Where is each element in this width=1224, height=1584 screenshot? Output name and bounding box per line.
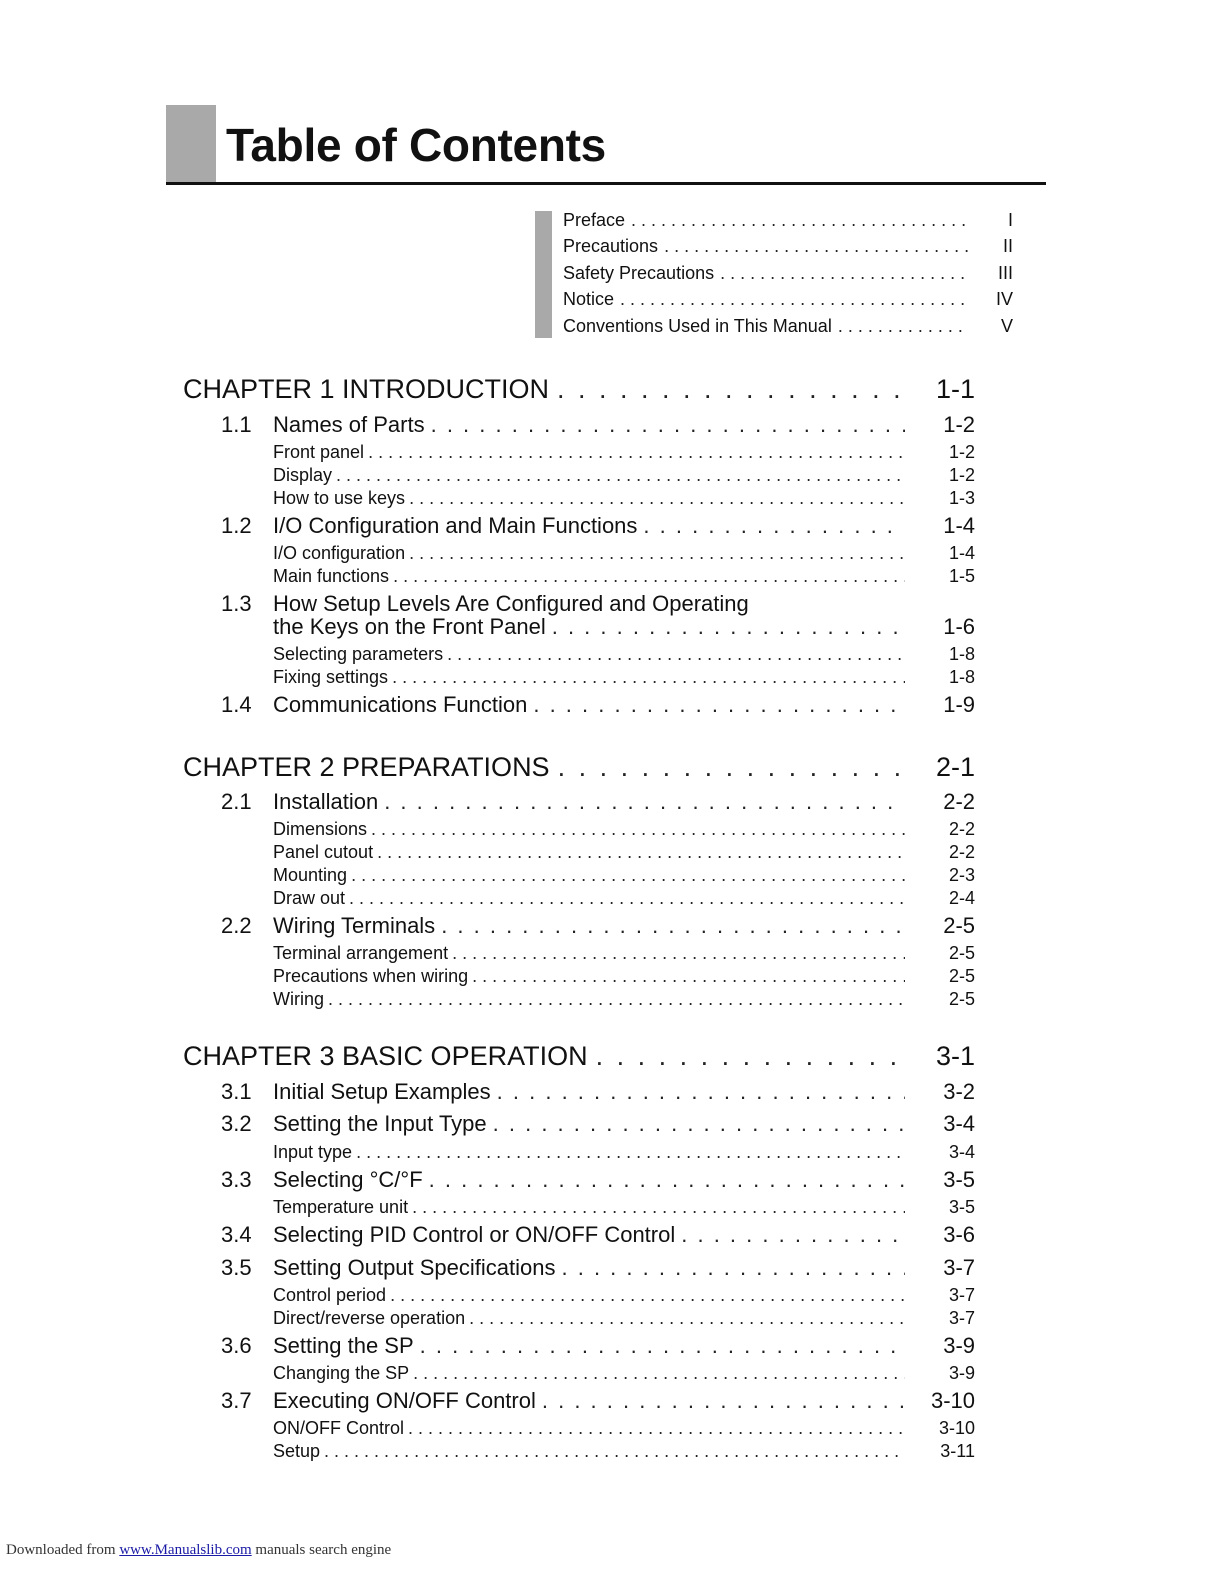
- subsection-entry[interactable]: [273, 465, 975, 486]
- title-accent-block: [166, 105, 216, 184]
- subsection-page: 3-4: [948, 1142, 975, 1162]
- footer-prefix: Downloaded from: [6, 1542, 116, 1558]
- chapter-label: CHAPTER 2 PREPARATIONS: [183, 752, 550, 782]
- entry-page: V: [1000, 315, 1013, 336]
- section-label-line1: How Setup Levels Are Configured and Operating: [273, 591, 749, 616]
- section-number: 3.2: [221, 1111, 252, 1136]
- subsection-label: I/O configuration: [273, 543, 406, 563]
- chapter-label: CHAPTER 3 BASIC OPERATION: [183, 1041, 588, 1071]
- section-label: Wiring Terminals: [273, 913, 436, 938]
- section-1-4[interactable]: [221, 692, 975, 718]
- entry-page: II: [1002, 236, 1013, 257]
- section-1-3[interactable]: [221, 614, 975, 640]
- section-label: Names of Parts: [273, 412, 425, 437]
- subsection-page: 2-5: [948, 989, 975, 1009]
- subsection-label: Draw out: [273, 888, 346, 908]
- subsection-entry[interactable]: [273, 888, 975, 909]
- subsection-page: 1-4: [948, 543, 975, 563]
- subsection-label: Mounting: [273, 865, 348, 885]
- subsection-label: Setup: [273, 1441, 321, 1461]
- footer-suffix: manuals search engine: [255, 1542, 392, 1558]
- chapter-label: CHAPTER 1 INTRODUCTION: [183, 374, 550, 404]
- subsection-page: 1-8: [948, 644, 975, 664]
- section-page: 3-7: [943, 1255, 975, 1280]
- section-page: 2-2: [943, 789, 975, 814]
- section-label: Selecting °C/°F: [273, 1167, 423, 1192]
- section-3-7[interactable]: [221, 1388, 975, 1414]
- entry-label: Preface: [563, 210, 626, 230]
- subsection-entry[interactable]: [273, 819, 975, 840]
- section-page: 3-9: [943, 1333, 975, 1358]
- subsection-page: 3-5: [948, 1197, 975, 1217]
- subsection-label: Changing the SP: [273, 1363, 410, 1383]
- chapter-page: 2-1: [935, 752, 975, 782]
- page-title: Table of Contents: [226, 119, 606, 171]
- subsection-page: 1-8: [948, 667, 975, 687]
- section-3-2[interactable]: [221, 1111, 975, 1137]
- subsection-entry[interactable]: [273, 1418, 975, 1439]
- subsection-label: Front panel: [273, 442, 365, 462]
- section-label: Communications Function: [273, 692, 528, 717]
- section-label: Setting the Input Type: [273, 1111, 487, 1136]
- section-label: Setting the SP: [273, 1333, 414, 1358]
- section-page: 3-5: [943, 1167, 975, 1192]
- section-label: the Keys on the Front Panel: [273, 614, 546, 639]
- subsection-entry[interactable]: [273, 989, 975, 1010]
- subsection-page: 2-5: [948, 943, 975, 963]
- section-label: Setting Output Specifications: [273, 1255, 556, 1280]
- subsection-entry[interactable]: [273, 543, 975, 564]
- chapter-page: 3-1: [935, 1041, 975, 1071]
- front-matter-entry[interactable]: [563, 316, 1013, 342]
- section-3-5[interactable]: [221, 1255, 975, 1281]
- section-3-3[interactable]: [221, 1167, 975, 1193]
- subsection-page: 2-5: [948, 966, 975, 986]
- subsection-entry[interactable]: [273, 566, 975, 587]
- manualslib-link[interactable]: www.Manualslib.com: [119, 1542, 252, 1558]
- subsection-page: 3-7: [948, 1285, 975, 1305]
- section-label: Installation: [273, 789, 379, 814]
- section-page: 3-4: [943, 1111, 975, 1136]
- subsection-page: 2-3: [948, 865, 975, 885]
- subsection-label: Control period: [273, 1285, 387, 1305]
- chapter-3-heading[interactable]: [183, 1041, 975, 1072]
- subsection-label: ON/OFF Control: [273, 1418, 405, 1438]
- subsection-page: 1-5: [948, 566, 975, 586]
- section-page: 3-10: [930, 1388, 975, 1413]
- section-label: Selecting PID Control or ON/OFF Control: [273, 1222, 676, 1247]
- subsection-page: 3-9: [948, 1363, 975, 1383]
- subsection-page: 1-2: [948, 442, 975, 462]
- subsection-page: 3-7: [948, 1308, 975, 1328]
- subsection-entry[interactable]: [273, 667, 975, 688]
- section-page: 3-6: [943, 1222, 975, 1247]
- subsection-page: 2-2: [948, 842, 975, 862]
- subsection-entry[interactable]: [273, 442, 975, 463]
- entry-label: Precautions: [563, 236, 659, 257]
- subsection-label: Wiring: [273, 989, 325, 1009]
- front-matter-entry[interactable]: [563, 289, 1013, 315]
- subsection-entry[interactable]: [273, 1142, 975, 1163]
- subsection-label: Dimensions: [273, 819, 368, 839]
- subsection-page: 1-3: [948, 488, 975, 508]
- section-number: 3.6: [221, 1333, 252, 1358]
- subsection-entry[interactable]: [273, 1308, 975, 1329]
- subsection-label: Temperature unit: [273, 1197, 409, 1217]
- subsection-label: How to use keys: [273, 488, 406, 508]
- section-page: 1-4: [943, 513, 975, 538]
- front-matter-entry[interactable]: [563, 236, 1013, 262]
- section-page: 3-2: [943, 1079, 975, 1104]
- subsection-entry[interactable]: [273, 966, 975, 987]
- subsection-entry[interactable]: [273, 1285, 975, 1306]
- subsection-entry[interactable]: [273, 865, 975, 886]
- subsection-entry[interactable]: [273, 842, 975, 863]
- subsection-entry[interactable]: [273, 488, 975, 509]
- chapter-1-heading[interactable]: [183, 374, 975, 405]
- subsection-entry[interactable]: [273, 1197, 975, 1218]
- subsection-page: 3-11: [940, 1441, 975, 1461]
- subsection-page: 2-4: [948, 888, 975, 908]
- subsection-label: Display: [273, 465, 333, 485]
- entry-page: III: [997, 262, 1013, 283]
- section-page: 2-5: [943, 913, 975, 938]
- subsection-label: Terminal arrangement: [273, 943, 449, 963]
- subsection-page: 1-2: [948, 465, 975, 485]
- section-3-6[interactable]: [221, 1333, 975, 1359]
- front-matter-entry[interactable]: [563, 263, 1013, 289]
- front-matter-entry[interactable]: [563, 210, 1013, 236]
- section-number: 1.3: [221, 591, 252, 616]
- section-label: I/O Configuration and Main Functions: [273, 513, 638, 538]
- entry-label: Conventions Used in This Manual: [563, 315, 832, 336]
- section-label: Executing ON/OFF Control: [273, 1388, 536, 1413]
- section-number: 3.1: [221, 1079, 252, 1104]
- section-number: 2.2: [221, 913, 252, 938]
- section-number: 3.7: [221, 1388, 252, 1413]
- section-number: 3.3: [221, 1167, 252, 1192]
- section-label: Initial Setup Examples: [273, 1079, 491, 1104]
- subsection-label: Input type: [273, 1142, 353, 1162]
- subsection-entry[interactable]: [273, 644, 975, 665]
- section-page: 1-2: [943, 412, 975, 437]
- section-number: 1.2: [221, 513, 252, 538]
- subsection-page: 2-2: [948, 819, 975, 839]
- entry-page: I: [1007, 210, 1013, 230]
- entry-label: Safety Precautions: [563, 262, 715, 283]
- section-page: 1-6: [943, 614, 975, 639]
- chapter-2-heading[interactable]: [183, 752, 975, 783]
- subsection-entry[interactable]: [273, 943, 975, 964]
- section-number: 1.4: [221, 692, 252, 717]
- section-number: 1.1: [221, 412, 252, 437]
- section-page: 1-9: [943, 692, 975, 717]
- subsection-label: Fixing settings: [273, 667, 389, 687]
- subsection-entry[interactable]: [273, 1363, 975, 1384]
- section-number: 3.5: [221, 1255, 252, 1280]
- title-rule: [166, 182, 1046, 185]
- subsection-page: 3-10: [938, 1418, 975, 1438]
- front-matter-accent-bar: [535, 211, 552, 338]
- subsection-label: Precautions when wiring: [273, 966, 469, 986]
- section-2-1[interactable]: [221, 789, 975, 815]
- front-matter-list: [563, 210, 1013, 342]
- section-2-2[interactable]: [221, 913, 975, 939]
- subsection-label: Selecting parameters: [273, 644, 444, 664]
- download-footer: [6, 1542, 391, 1559]
- subsection-label: Main functions: [273, 566, 390, 586]
- section-number: 3.4: [221, 1222, 252, 1247]
- section-number: 2.1: [221, 789, 252, 814]
- section-1-1[interactable]: [221, 412, 975, 438]
- subsection-label: Direct/reverse operation: [273, 1308, 466, 1328]
- section-3-1[interactable]: [221, 1079, 975, 1105]
- chapter-page: 1-1: [935, 374, 975, 404]
- section-1-2[interactable]: [221, 513, 975, 539]
- entry-page: IV: [995, 289, 1013, 310]
- subsection-label: Panel cutout: [273, 842, 374, 862]
- subsection-entry[interactable]: [273, 1441, 975, 1462]
- entry-label: Notice: [563, 289, 615, 310]
- section-3-4[interactable]: [221, 1222, 975, 1248]
